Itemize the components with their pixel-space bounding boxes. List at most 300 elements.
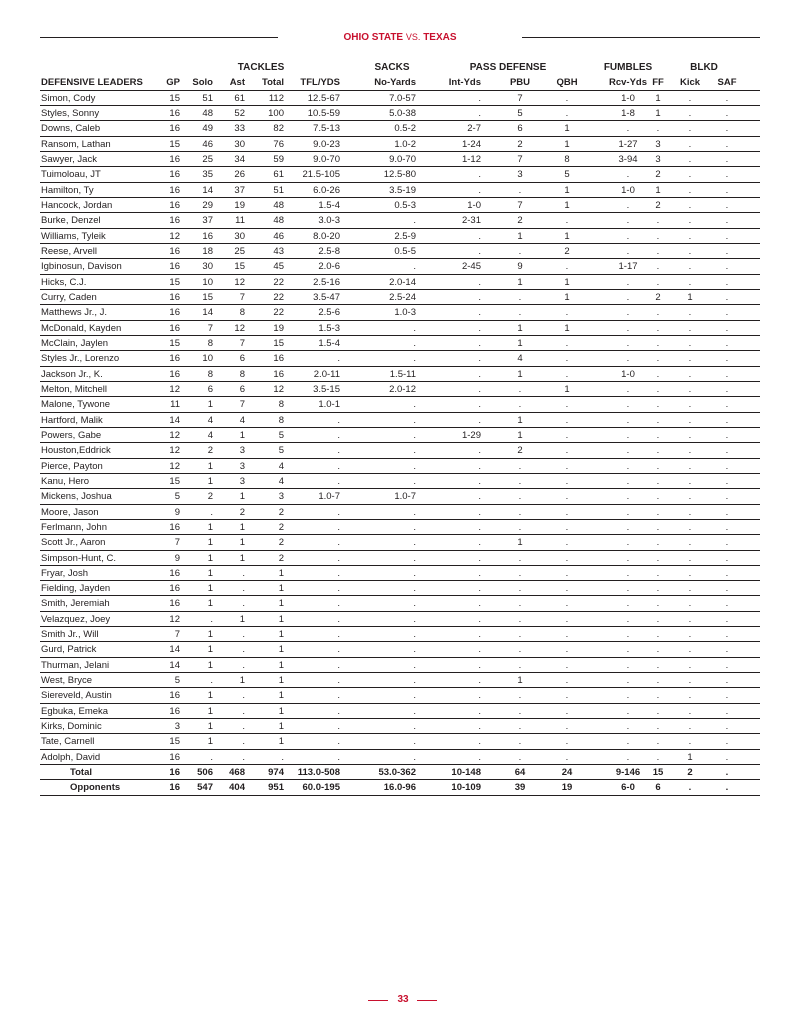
cell-tfl-yds: 7.5-13 bbox=[313, 123, 340, 135]
cell-saf: . bbox=[725, 123, 729, 135]
cell-player-name: Houston,Eddrick bbox=[41, 445, 111, 457]
cell-solo: 35 bbox=[202, 169, 213, 181]
cell-solo: 1 bbox=[207, 537, 213, 549]
cell-kick: . bbox=[688, 123, 692, 135]
player-row bbox=[40, 213, 760, 228]
cell-tfl-yds: . bbox=[337, 567, 340, 579]
cell-sack-no-yards: . bbox=[413, 414, 416, 426]
cell-ff: . bbox=[656, 521, 660, 533]
cell-tfl-yds: . bbox=[337, 460, 340, 472]
cell-player-name: West, Bryce bbox=[41, 675, 93, 687]
cell-ff: 15 bbox=[652, 767, 664, 779]
cell-total: 4 bbox=[278, 475, 284, 487]
cell-saf: . bbox=[725, 629, 729, 641]
cell-qbh: . bbox=[565, 629, 569, 641]
cell-ast: . bbox=[242, 690, 245, 702]
cell-qbh: . bbox=[565, 598, 569, 610]
cell-qbh: 1 bbox=[564, 276, 570, 288]
cell-ff: . bbox=[656, 261, 660, 273]
cell-solo: 2 bbox=[207, 445, 213, 457]
cell-gp: 3 bbox=[174, 721, 180, 733]
cell-pbu: . bbox=[518, 184, 522, 196]
cell-saf: . bbox=[725, 184, 729, 196]
cell-rcv-yds: . bbox=[626, 613, 630, 625]
cell-pbu: . bbox=[518, 307, 522, 319]
cell-tfl-yds: 1.0-1 bbox=[318, 399, 340, 411]
cell-qbh: . bbox=[565, 736, 569, 748]
cell-ff: . bbox=[656, 337, 660, 349]
player-row bbox=[40, 229, 760, 244]
cell-solo: 14 bbox=[202, 307, 213, 319]
cell-saf: . bbox=[725, 736, 729, 748]
cell-qbh: . bbox=[565, 659, 569, 671]
cell-player-name: Tate, Carnell bbox=[41, 736, 95, 748]
cell-sack-no-yards: . bbox=[413, 353, 416, 365]
cell-ast: . bbox=[242, 644, 245, 656]
cell-sack-no-yards: . bbox=[413, 337, 416, 349]
cell-int-yds: 10-109 bbox=[451, 782, 481, 794]
cell-ast: 61 bbox=[234, 92, 245, 104]
cell-rcv-yds: . bbox=[626, 169, 630, 181]
vs-label: VS. bbox=[405, 32, 421, 42]
cell-solo: 18 bbox=[202, 245, 213, 257]
cell-int-yds: . bbox=[478, 537, 481, 549]
cell-tfl-yds: . bbox=[337, 353, 340, 365]
cell-tfl-yds: 21.5-105 bbox=[302, 169, 340, 181]
cell-sack-no-yards: 1.0-3 bbox=[394, 307, 416, 319]
cell-ff: 3 bbox=[655, 153, 661, 165]
cell-sack-no-yards: 1.0-2 bbox=[394, 138, 416, 150]
cell-saf: . bbox=[725, 291, 729, 303]
cell-rcv-yds: . bbox=[626, 383, 630, 395]
cell-qbh: 2 bbox=[564, 245, 570, 257]
cell-kick: . bbox=[688, 169, 692, 181]
cell-kick: 1 bbox=[687, 291, 693, 303]
cell-tfl-yds: 2.5-6 bbox=[318, 307, 340, 319]
cell-total: 5 bbox=[278, 445, 284, 457]
cell-tfl-yds: 2.0-6 bbox=[318, 261, 340, 273]
cell-sack-no-yards: . bbox=[413, 644, 416, 656]
cell-solo: 10 bbox=[202, 353, 213, 365]
cell-tfl-yds: . bbox=[337, 659, 340, 671]
cell-total: 19 bbox=[273, 322, 284, 334]
cell-player-name: Simpson-Hunt, C. bbox=[41, 552, 116, 564]
cell-int-yds: 2-45 bbox=[461, 261, 481, 273]
cell-gp: 9 bbox=[174, 552, 180, 564]
cell-tfl-yds: 6.0-26 bbox=[313, 184, 340, 196]
cell-pbu: 5 bbox=[517, 107, 523, 119]
cell-gp: 12 bbox=[169, 613, 180, 625]
cell-tfl-yds: 9.0-70 bbox=[313, 153, 340, 165]
cell-saf: . bbox=[725, 721, 729, 733]
cell-ast: . bbox=[242, 598, 245, 610]
cell-player-name: Scott Jr., Aaron bbox=[41, 537, 106, 549]
cell-pbu: . bbox=[518, 629, 522, 641]
cell-player-name: Hartford, Malik bbox=[41, 414, 103, 426]
cell-total: 1 bbox=[278, 629, 284, 641]
cell-rcv-yds: . bbox=[626, 445, 630, 457]
cell-gp: 14 bbox=[169, 659, 180, 671]
team-b: TEXAS bbox=[423, 32, 457, 43]
cell-ast: 30 bbox=[234, 230, 245, 242]
cell-player-name: Hicks, C.J. bbox=[41, 276, 87, 288]
cell-pbu: 1 bbox=[517, 276, 523, 288]
cell-rcv-yds: 1-27 bbox=[618, 138, 638, 150]
player-row bbox=[40, 121, 760, 136]
cell-rcv-yds: . bbox=[626, 629, 630, 641]
cell-gp: 12 bbox=[169, 460, 180, 472]
player-row bbox=[40, 336, 760, 351]
cell-int-yds: . bbox=[478, 368, 481, 380]
cell-gp: 15 bbox=[169, 138, 180, 150]
cell-saf: . bbox=[725, 782, 729, 794]
cell-ff: . bbox=[656, 429, 660, 441]
cell-ast: . bbox=[242, 736, 245, 748]
cell-saf: . bbox=[725, 583, 729, 595]
player-row bbox=[40, 382, 760, 397]
cell-ff: . bbox=[656, 414, 660, 426]
cell-ast: 1 bbox=[239, 429, 245, 441]
cell-total: 5 bbox=[278, 429, 284, 441]
cell-int-yds: 2-7 bbox=[467, 123, 481, 135]
cell-kick: . bbox=[688, 659, 692, 671]
cell-rcv-yds: . bbox=[626, 245, 630, 257]
player-row bbox=[40, 351, 760, 366]
cell-rcv-yds: . bbox=[626, 123, 630, 135]
cell-kick: . bbox=[688, 629, 692, 641]
cell-gp: 16 bbox=[169, 751, 180, 763]
col-header-pbu: PBU bbox=[509, 77, 531, 89]
player-row bbox=[40, 474, 760, 489]
cell-pbu: 2 bbox=[517, 138, 523, 150]
cell-rcv-yds: . bbox=[626, 276, 630, 288]
player-row bbox=[40, 198, 760, 213]
player-row bbox=[40, 290, 760, 305]
cell-saf: . bbox=[725, 506, 729, 518]
player-row bbox=[40, 459, 760, 474]
cell-rcv-yds: 1-0 bbox=[621, 92, 635, 104]
cell-player-name: Egbuka, Emeka bbox=[41, 705, 109, 717]
cell-pbu: 7 bbox=[517, 92, 523, 104]
col-header-player-name: DEFENSIVE LEADERS bbox=[41, 77, 143, 89]
cell-ast: 30 bbox=[234, 138, 245, 150]
player-row bbox=[40, 152, 760, 167]
col-header-tfl-yds: TFL/YDS bbox=[300, 77, 340, 89]
cell-pbu: . bbox=[518, 644, 522, 656]
cell-sack-no-yards: . bbox=[413, 429, 416, 441]
cell-qbh: 1 bbox=[564, 199, 570, 211]
cell-kick: . bbox=[688, 429, 692, 441]
cell-ff: . bbox=[656, 230, 660, 242]
cell-player-name: Styles Jr., Lorenzo bbox=[41, 353, 120, 365]
cell-sack-no-yards: 0.5-2 bbox=[394, 123, 416, 135]
cell-int-yds: 2-31 bbox=[461, 215, 481, 227]
cell-total: 59 bbox=[273, 153, 284, 165]
player-row bbox=[40, 612, 760, 627]
cell-ast: 3 bbox=[239, 460, 245, 472]
cell-total: 1 bbox=[278, 736, 284, 748]
cell-sack-no-yards: 16.0-96 bbox=[383, 782, 416, 794]
cell-total: 1 bbox=[278, 721, 284, 733]
cell-solo: 1 bbox=[207, 659, 213, 671]
col-header-kick: Kick bbox=[679, 77, 701, 89]
cell-qbh: . bbox=[565, 414, 569, 426]
cell-rcv-yds: 1-0 bbox=[621, 184, 635, 196]
cell-rcv-yds: . bbox=[626, 475, 630, 487]
cell-rcv-yds: 1-0 bbox=[621, 368, 635, 380]
cell-gp: 15 bbox=[169, 92, 180, 104]
cell-pbu: 1 bbox=[517, 337, 523, 349]
player-row bbox=[40, 520, 760, 535]
group-fumbles: FUMBLES bbox=[603, 62, 653, 73]
cell-qbh: . bbox=[565, 537, 569, 549]
cell-solo: 49 bbox=[202, 123, 213, 135]
player-row bbox=[40, 566, 760, 581]
cell-kick: . bbox=[688, 261, 692, 273]
cell-gp: 16 bbox=[169, 123, 180, 135]
cell-ast: 2 bbox=[239, 506, 245, 518]
cell-kick: . bbox=[688, 537, 692, 549]
cell-ast: . bbox=[242, 751, 245, 763]
cell-tfl-yds: . bbox=[337, 736, 340, 748]
cell-sack-no-yards: 2.0-14 bbox=[389, 276, 416, 288]
cell-ff: . bbox=[656, 276, 660, 288]
cell-ff: 1 bbox=[655, 92, 661, 104]
cell-player-name: Simon, Cody bbox=[41, 92, 96, 104]
player-row bbox=[40, 658, 760, 673]
cell-pbu: 1 bbox=[517, 429, 523, 441]
cell-int-yds: . bbox=[478, 705, 481, 717]
cell-solo: 1 bbox=[207, 552, 213, 564]
cell-total: 1 bbox=[278, 598, 284, 610]
cell-ast: 4 bbox=[239, 414, 245, 426]
player-row bbox=[40, 505, 760, 520]
cell-int-yds: . bbox=[478, 399, 481, 411]
cell-ast: 1 bbox=[239, 552, 245, 564]
cell-ast: 7 bbox=[239, 291, 245, 303]
cell-player-name: Moore, Jason bbox=[41, 506, 99, 518]
cell-sack-no-yards: 2.5-9 bbox=[394, 230, 416, 242]
total-row bbox=[40, 765, 760, 780]
cell-qbh: 5 bbox=[564, 169, 570, 181]
cell-ff: 6 bbox=[655, 782, 661, 794]
page-header bbox=[40, 30, 760, 44]
cell-kick: . bbox=[688, 521, 692, 533]
cell-ff: 2 bbox=[655, 199, 661, 211]
cell-int-yds: 1-0 bbox=[467, 199, 481, 211]
cell-pbu: 1 bbox=[517, 230, 523, 242]
cell-ff: . bbox=[656, 460, 660, 472]
cell-ff: 1 bbox=[655, 184, 661, 196]
player-row bbox=[40, 428, 760, 443]
cell-qbh: . bbox=[565, 690, 569, 702]
cell-gp: 16 bbox=[169, 705, 180, 717]
cell-total: 61 bbox=[273, 169, 284, 181]
cell-total: 1 bbox=[278, 567, 284, 579]
cell-gp: 16 bbox=[169, 322, 180, 334]
cell-rcv-yds: 1-17 bbox=[618, 261, 638, 273]
cell-player-name: Kanu, Hero bbox=[41, 475, 90, 487]
opponents-row bbox=[40, 780, 760, 795]
cell-saf: . bbox=[725, 337, 729, 349]
cell-ff: . bbox=[656, 644, 660, 656]
cell-solo: . bbox=[210, 613, 213, 625]
cell-qbh: . bbox=[565, 429, 569, 441]
cell-ff: . bbox=[656, 705, 660, 717]
cell-ast: 1 bbox=[239, 675, 245, 687]
player-row bbox=[40, 259, 760, 274]
cell-rcv-yds: 6-0 bbox=[621, 782, 635, 794]
cell-sack-no-yards: . bbox=[413, 629, 416, 641]
cell-rcv-yds: . bbox=[626, 291, 630, 303]
cell-saf: . bbox=[725, 399, 729, 411]
cell-kick: . bbox=[688, 138, 692, 150]
cell-int-yds: . bbox=[478, 736, 481, 748]
cell-rcv-yds: . bbox=[626, 675, 630, 687]
cell-total: 1 bbox=[278, 659, 284, 671]
cell-gp: 14 bbox=[169, 644, 180, 656]
cell-sack-no-yards: . bbox=[413, 659, 416, 671]
cell-sack-no-yards: 3.5-19 bbox=[389, 184, 416, 196]
cell-gp: 16 bbox=[169, 107, 180, 119]
cell-tfl-yds: . bbox=[337, 429, 340, 441]
cell-kick: . bbox=[688, 92, 692, 104]
cell-tfl-yds: 3.5-47 bbox=[313, 291, 340, 303]
cell-player-name: Velazquez, Joey bbox=[41, 613, 111, 625]
cell-solo: 30 bbox=[202, 261, 213, 273]
cell-int-yds: . bbox=[478, 337, 481, 349]
cell-qbh: . bbox=[565, 567, 569, 579]
cell-saf: . bbox=[725, 169, 729, 181]
cell-saf: . bbox=[725, 153, 729, 165]
cell-player-name: Opponents bbox=[70, 782, 121, 794]
cell-player-name: Williams, Tyleik bbox=[41, 230, 106, 242]
player-row bbox=[40, 367, 760, 382]
cell-kick: . bbox=[688, 491, 692, 503]
cell-sack-no-yards: . bbox=[413, 537, 416, 549]
cell-pbu: 4 bbox=[517, 353, 523, 365]
cell-kick: . bbox=[688, 230, 692, 242]
cell-gp: 16 bbox=[169, 782, 180, 794]
cell-sack-no-yards: . bbox=[413, 445, 416, 457]
cell-total: 76 bbox=[273, 138, 284, 150]
cell-rcv-yds: . bbox=[626, 353, 630, 365]
cell-solo: . bbox=[210, 675, 213, 687]
cell-qbh: . bbox=[565, 445, 569, 457]
col-header-gp: GP bbox=[166, 77, 180, 89]
group-sacks: SACKS bbox=[374, 62, 410, 73]
cell-qbh: 1 bbox=[564, 230, 570, 242]
col-header-saf: SAF bbox=[717, 77, 737, 89]
cell-gp: 7 bbox=[174, 629, 180, 641]
cell-rcv-yds: 9-146 bbox=[615, 767, 641, 779]
cell-ff: . bbox=[656, 506, 660, 518]
cell-tfl-yds: 3.5-15 bbox=[313, 383, 340, 395]
cell-tfl-yds: 1.5-4 bbox=[318, 199, 340, 211]
cell-qbh: 1 bbox=[564, 383, 570, 395]
cell-saf: . bbox=[725, 675, 729, 687]
cell-saf: . bbox=[725, 230, 729, 242]
cell-tfl-yds: . bbox=[337, 705, 340, 717]
cell-sack-no-yards: 2.0-12 bbox=[389, 383, 416, 395]
cell-player-name: Smith, Jeremiah bbox=[41, 598, 110, 610]
cell-kick: . bbox=[688, 215, 692, 227]
cell-solo: 4 bbox=[207, 414, 213, 426]
cell-ff: . bbox=[656, 368, 660, 380]
cell-pbu: 1 bbox=[517, 368, 523, 380]
cell-solo: . bbox=[210, 506, 213, 518]
column-header-row bbox=[40, 75, 760, 90]
cell-kick: . bbox=[688, 445, 692, 457]
group-blkd: BLKD bbox=[690, 62, 718, 73]
cell-saf: . bbox=[725, 767, 729, 779]
cell-kick: . bbox=[688, 598, 692, 610]
cell-rcv-yds: . bbox=[626, 583, 630, 595]
cell-player-name: McDonald, Kayden bbox=[41, 322, 122, 334]
cell-ast: 8 bbox=[239, 307, 245, 319]
cell-int-yds: . bbox=[478, 583, 481, 595]
cell-gp: 16 bbox=[169, 245, 180, 257]
cell-ff: 3 bbox=[655, 138, 661, 150]
cell-gp: 15 bbox=[169, 276, 180, 288]
cell-int-yds: . bbox=[478, 675, 481, 687]
cell-gp: 16 bbox=[169, 215, 180, 227]
cell-total: 22 bbox=[273, 276, 284, 288]
player-row bbox=[40, 627, 760, 642]
cell-solo: 1 bbox=[207, 629, 213, 641]
cell-ff: . bbox=[656, 613, 660, 625]
cell-gp: 16 bbox=[169, 583, 180, 595]
cell-saf: . bbox=[725, 567, 729, 579]
cell-sack-no-yards: . bbox=[413, 690, 416, 702]
cell-tfl-yds: . bbox=[337, 613, 340, 625]
player-row bbox=[40, 397, 760, 412]
cell-ast: 12 bbox=[234, 276, 245, 288]
cell-int-yds: 1-29 bbox=[461, 429, 481, 441]
cell-sack-no-yards: . bbox=[413, 506, 416, 518]
cell-sack-no-yards: . bbox=[413, 521, 416, 533]
cell-sack-no-yards: 12.5-80 bbox=[383, 169, 416, 181]
cell-kick: . bbox=[688, 337, 692, 349]
cell-tfl-yds: . bbox=[337, 629, 340, 641]
cell-ast: 468 bbox=[229, 767, 245, 779]
cell-player-name: Malone, Tywone bbox=[41, 399, 111, 411]
cell-gp: 16 bbox=[169, 567, 180, 579]
player-row bbox=[40, 688, 760, 703]
cell-ast: 19 bbox=[234, 199, 245, 211]
cell-solo: 1 bbox=[207, 399, 213, 411]
cell-pbu: 64 bbox=[514, 767, 526, 779]
cell-player-name: Tuimoloau, JT bbox=[41, 169, 101, 181]
cell-player-name: Jackson Jr., K. bbox=[41, 368, 103, 380]
cell-sack-no-yards: . bbox=[413, 215, 416, 227]
cell-player-name: Pierce, Payton bbox=[41, 460, 103, 472]
cell-sack-no-yards: . bbox=[413, 567, 416, 579]
cell-tfl-yds: 1.5-4 bbox=[318, 337, 340, 349]
cell-pbu: . bbox=[518, 291, 522, 303]
cell-ast: 3 bbox=[239, 475, 245, 487]
page-footer bbox=[0, 993, 806, 1007]
player-row bbox=[40, 443, 760, 458]
cell-solo: 51 bbox=[202, 92, 213, 104]
cell-sack-no-yards: . bbox=[413, 598, 416, 610]
cell-sack-no-yards: 0.5-3 bbox=[394, 199, 416, 211]
cell-ff: . bbox=[656, 245, 660, 257]
cell-player-name: Igbinosun, Davison bbox=[41, 261, 122, 273]
cell-ff: 2 bbox=[655, 291, 661, 303]
cell-pbu: . bbox=[518, 567, 522, 579]
cell-gp: 16 bbox=[169, 767, 180, 779]
